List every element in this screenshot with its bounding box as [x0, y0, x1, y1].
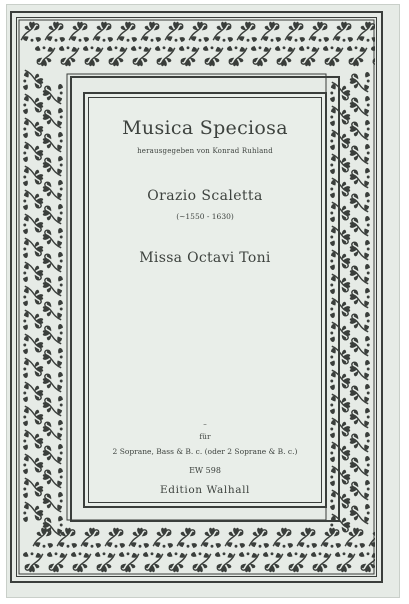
floral-motif	[309, 22, 329, 42]
floral-motif	[350, 336, 370, 356]
floral-motif	[117, 22, 137, 42]
floral-motif	[251, 46, 271, 66]
floral-motif	[23, 502, 43, 522]
floral-motif	[239, 552, 259, 572]
floral-motif	[153, 528, 173, 548]
floral-motif	[357, 22, 375, 42]
floral-motif	[299, 46, 319, 66]
series-title: Musica Speciosa	[122, 117, 288, 139]
floral-motif	[350, 288, 370, 308]
floral-motif	[43, 204, 63, 224]
floral-motif	[43, 84, 63, 104]
floral-motif	[43, 324, 63, 344]
floral-motif	[23, 406, 43, 426]
floral-motif	[43, 468, 63, 488]
floral-motif	[43, 372, 63, 392]
floral-motif	[131, 46, 151, 66]
floral-motif	[35, 46, 55, 66]
floral-motif	[179, 46, 199, 66]
floral-motif	[285, 22, 305, 42]
floral-motif	[23, 454, 43, 474]
floral-motif	[119, 552, 139, 572]
floral-motif	[201, 528, 221, 548]
floral-motif	[333, 22, 353, 42]
floral-motif	[323, 46, 343, 66]
floral-motif	[141, 22, 161, 42]
floral-motif	[350, 456, 370, 476]
floral-motif	[43, 396, 63, 416]
floral-motif	[43, 300, 63, 320]
floral-motif	[350, 168, 370, 188]
floral-motif	[43, 156, 63, 176]
floral-motif	[23, 358, 43, 378]
floral-motif	[81, 528, 101, 548]
floral-motif	[23, 118, 43, 138]
floral-motif	[350, 72, 370, 92]
floral-motif	[23, 142, 43, 162]
catalog-number: EW 598	[189, 466, 221, 475]
floral-motif	[350, 408, 370, 428]
floral-motif	[23, 478, 43, 498]
floral-motif	[297, 528, 317, 548]
floral-motif	[43, 420, 63, 440]
floral-motif	[350, 144, 370, 164]
floral-motif	[107, 46, 127, 66]
floral-motif	[23, 552, 43, 572]
for-label: für	[199, 432, 211, 441]
editor-line: herausgegeben von Konrad Ruhland	[137, 147, 273, 155]
floral-motif	[43, 348, 63, 368]
floral-motif	[23, 94, 43, 114]
floral-motif	[263, 552, 283, 572]
floral-motif	[350, 384, 370, 404]
floral-motif	[45, 22, 65, 42]
floral-motif	[287, 552, 307, 572]
floral-motif	[23, 214, 43, 234]
floral-motif	[350, 264, 370, 284]
floral-motif	[203, 46, 223, 66]
floral-motif	[167, 552, 187, 572]
floral-motif	[261, 22, 281, 42]
floral-motif	[23, 286, 43, 306]
floral-motif	[155, 46, 175, 66]
floral-motif	[177, 528, 197, 548]
floral-motif	[273, 528, 293, 548]
floral-motif	[95, 552, 115, 572]
publisher-name: Edition Walhall	[160, 484, 250, 496]
voicing: 2 Soprane, Bass & B. c. (oder 2 Soprane & B. c.)	[112, 447, 298, 456]
floral-motif	[23, 262, 43, 282]
floral-motif	[237, 22, 257, 42]
floral-motif	[350, 96, 370, 116]
floral-motif	[249, 528, 269, 548]
work-title: Missa Octavi Toni	[139, 250, 271, 266]
floral-motif	[350, 360, 370, 380]
floral-motif	[23, 430, 43, 450]
floral-motif	[59, 46, 79, 66]
floral-motif	[311, 552, 331, 572]
floral-motif	[335, 552, 355, 572]
floral-motif	[225, 528, 245, 548]
floral-motif	[43, 252, 63, 272]
floral-motif	[359, 552, 375, 572]
title-panel-line	[88, 97, 322, 503]
floral-motif	[43, 276, 63, 296]
floral-motif	[23, 334, 43, 354]
floral-motif	[23, 310, 43, 330]
composer-dates: (~1550 - 1630)	[176, 212, 234, 221]
floral-motif	[69, 22, 89, 42]
floral-motif	[43, 492, 63, 512]
floral-motif	[213, 22, 233, 42]
floral-motif	[23, 190, 43, 210]
floral-motif	[350, 480, 370, 500]
floral-motif	[23, 166, 43, 186]
floral-motif	[47, 552, 67, 572]
floral-motif	[23, 382, 43, 402]
floral-motif	[43, 228, 63, 248]
floral-motif	[43, 180, 63, 200]
floral-motif	[93, 22, 113, 42]
floral-motif	[105, 528, 125, 548]
floral-motif	[43, 444, 63, 464]
floral-motif	[350, 240, 370, 260]
floral-motif	[350, 120, 370, 140]
floral-motif	[350, 432, 370, 452]
floral-motif	[350, 216, 370, 236]
floral-motif	[350, 504, 370, 524]
floral-motif	[350, 192, 370, 212]
floral-motif	[23, 70, 43, 90]
floral-motif	[71, 552, 91, 572]
floral-motif	[23, 238, 43, 258]
floral-motif	[191, 552, 211, 572]
floral-motif	[21, 22, 41, 42]
separator-dash: –	[203, 420, 207, 428]
floral-motif	[275, 46, 295, 66]
floral-motif	[227, 46, 247, 66]
floral-motif	[347, 46, 367, 66]
floral-motif	[165, 22, 185, 42]
composer-name: Orazio Scaletta	[147, 188, 263, 204]
floral-motif	[189, 22, 209, 42]
floral-motif	[43, 108, 63, 128]
floral-motif	[129, 528, 149, 548]
floral-motif	[83, 46, 103, 66]
floral-motif	[143, 552, 163, 572]
floral-motif	[350, 312, 370, 332]
floral-motif	[43, 132, 63, 152]
floral-motif	[215, 552, 235, 572]
